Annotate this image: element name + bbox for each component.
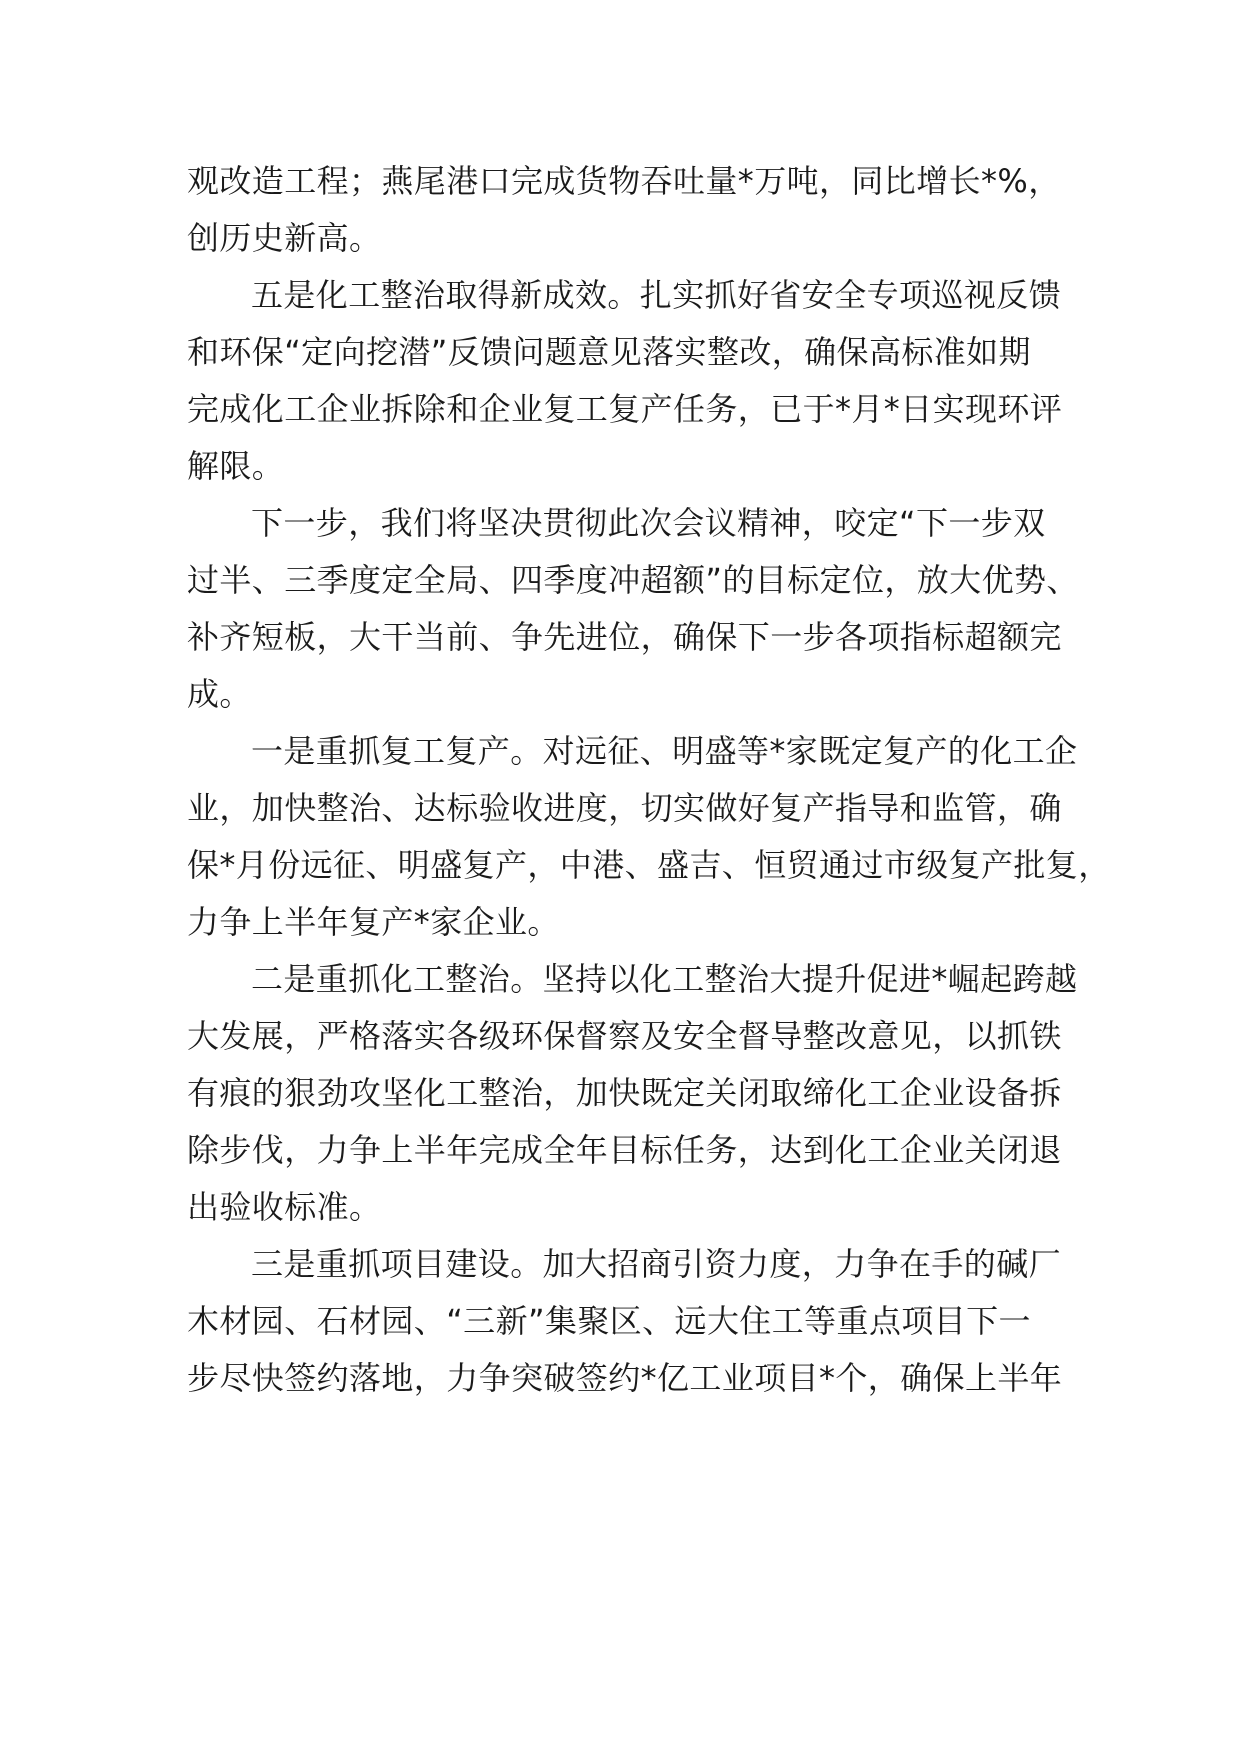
text-line: 业，加快整治、达标验收进度，切实做好复产指导和监管，确 — [187, 789, 1062, 827]
paragraph-first-line: 五是化工整治取得新成效。扎实抓好省安全专项巡视反馈 — [251, 276, 1062, 314]
text-line: 除步伐，力争上半年完成全年目标任务，达到化工企业关闭退 — [187, 1131, 1062, 1169]
paragraph-first-line: 三是重抓项目建设。加大招商引资力度，力争在手的碱厂 — [251, 1245, 1062, 1283]
text-line: 保*月份远征、明盛复产，中港、盛吉、恒贸通过市级复产批复， — [187, 846, 1111, 884]
text-line: 和环保“定向挖潜”反馈问题意见落实整改，确保高标准如期 — [187, 333, 1031, 371]
paragraph-first-line: 二是重抓化工整治。坚持以化工整治大提升促进*崛起跨越 — [251, 960, 1078, 998]
text-line: 完成化工企业拆除和企业复工复产任务，已于*月*日实现环评 — [187, 390, 1063, 428]
text-line: 出验收标准。 — [187, 1188, 382, 1226]
text-line: 创历史新高。 — [187, 219, 382, 257]
text-line: 木材园、石材园、“三新”集聚区、远大住工等重点项目下一 — [187, 1302, 1031, 1340]
text-line: 大发展，严格落实各级环保督察及安全督导整改意见，以抓铁 — [187, 1017, 1062, 1055]
text-line: 过半、三季度定全局、四季度冲超额”的目标定位，放大优势、 — [187, 561, 1079, 599]
paragraph-first-line: 下一步，我们将坚决贯彻此次会议精神，咬定“下一步双 — [251, 504, 1046, 542]
text-line: 观改造工程；燕尾港口完成货物吞吐量*万吨，同比增长*%， — [187, 162, 1061, 200]
text-line: 力争上半年复产*家企业。 — [187, 903, 560, 941]
paragraph-first-line: 一是重抓复工复产。对远征、明盛等*家既定复产的化工企 — [251, 732, 1078, 770]
text-line: 解限。 — [187, 447, 285, 485]
text-line: 成。 — [187, 675, 252, 713]
text-line: 补齐短板，大干当前、争先进位，确保下一步各项指标超额完 — [187, 618, 1062, 656]
text-line: 步尽快签约落地，力争突破签约*亿工业项目*个，确保上半年 — [187, 1359, 1063, 1397]
text-line: 有痕的狠劲攻坚化工整治，加快既定关闭取缔化工企业设备拆 — [187, 1074, 1062, 1112]
